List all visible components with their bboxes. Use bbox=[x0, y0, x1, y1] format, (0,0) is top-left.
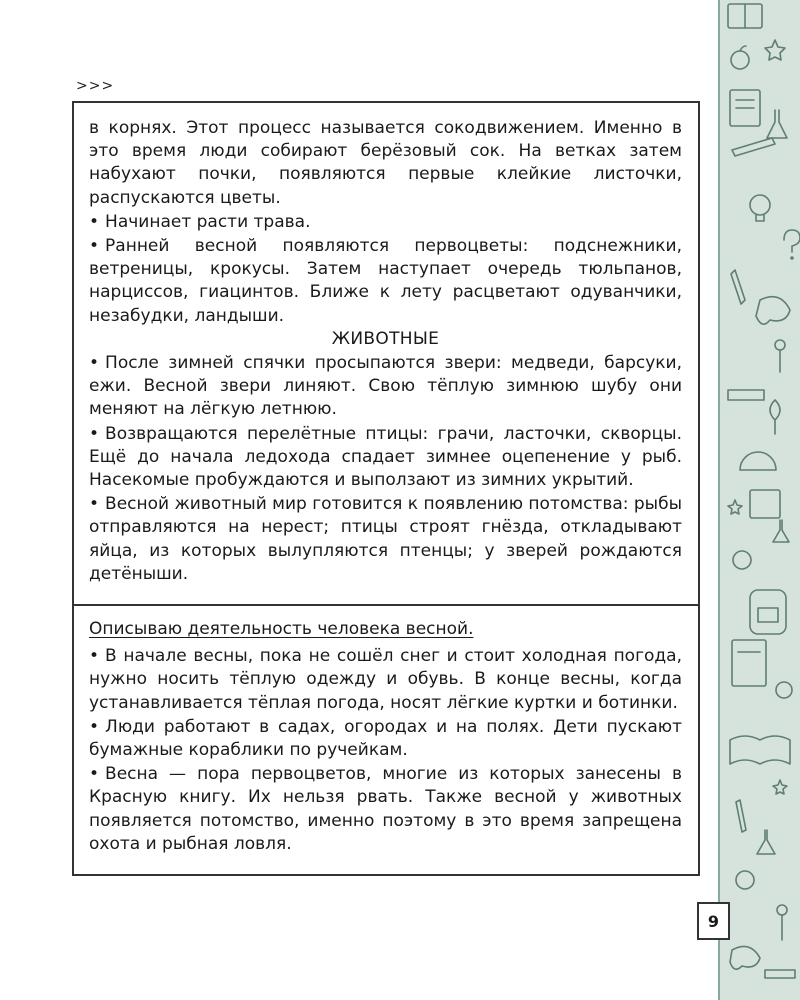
bullet-icon: • bbox=[89, 211, 100, 232]
list-item: • В начале весны, пока не сошёл снег и стоит холодная погода, нужно носить тёплую одежду и обувь. В конце весны, когда устанавливается тёплая погода, носят лёгкие куртки и ботинки. bbox=[89, 646, 682, 713]
bullet-icon: • bbox=[89, 716, 100, 737]
spring-nature-box bbox=[72, 101, 700, 606]
page-header-arrows: >>> bbox=[76, 78, 115, 94]
list-item: • Возвращаются перелётные птицы: грачи, ласточки, скворцы. Ещё до начала ледохода спадает зимнее оцепенение у рыб. Насекомые пробуждаются и выползают из зимних укрытий. bbox=[89, 423, 682, 491]
human-activity-box bbox=[72, 604, 700, 876]
animals-heading: ЖИВОТНЫЕ bbox=[331, 328, 440, 349]
intro-paragraph: в корнях. Этот процесс называется сокодвижением. Именно в это время люди собирают берёзовый сок. На ветках затем набухают почки, появляются первые клейкие листочки, распускаются цветы. bbox=[89, 118, 682, 208]
bullet-icon: • bbox=[89, 423, 100, 444]
bullet-icon: • bbox=[89, 646, 100, 667]
list-item: • Ранней весной появляются первоцветы: подснежники, ветреницы, крокусы. Затем наступает очередь тюльпанов, нарциссов, гиацинтов. Ближе к лету расцветают одуванчики, незабудки, ландыши. bbox=[89, 236, 682, 326]
bullet-icon: • bbox=[89, 353, 100, 374]
list-item: • Люди работают в садах, огородах и на полях. Дети пускают бумажные кораблики по ручейкам. bbox=[89, 716, 682, 761]
list-item: • Начинает расти трава. bbox=[89, 211, 311, 232]
section-title: Описываю деятельность человека весной. bbox=[89, 619, 474, 639]
bullet-icon: • bbox=[89, 236, 100, 257]
page-number: 9 bbox=[697, 902, 730, 940]
list-item: • После зимней спячки просыпаются звери: медведи, барсуки, ежи. Весной звери линяют. Свою тёплую зимнюю шубу они меняют на лёгкую летнюю. bbox=[89, 353, 682, 420]
school-doodles-icon bbox=[720, 0, 800, 1000]
bullet-icon: • bbox=[89, 494, 100, 515]
decorative-doodle-panel bbox=[718, 0, 800, 1000]
list-item: • Весна — пора первоцветов, многие из которых занесены в Красную книгу. Их нельзя рвать. Также весной у животных появляется потомство, именно поэтому в это время запрещена охота и рыбная ловля. bbox=[89, 764, 682, 854]
bullet-icon: • bbox=[89, 764, 100, 785]
list-item: • Весной животный мир готовится к появлению потомства: рыбы отправляются на нерест; птицы строят гнёзда, откладывают яйца, из которых вылупляются птенцы; у зверей рождаются детёныши. bbox=[89, 494, 683, 584]
